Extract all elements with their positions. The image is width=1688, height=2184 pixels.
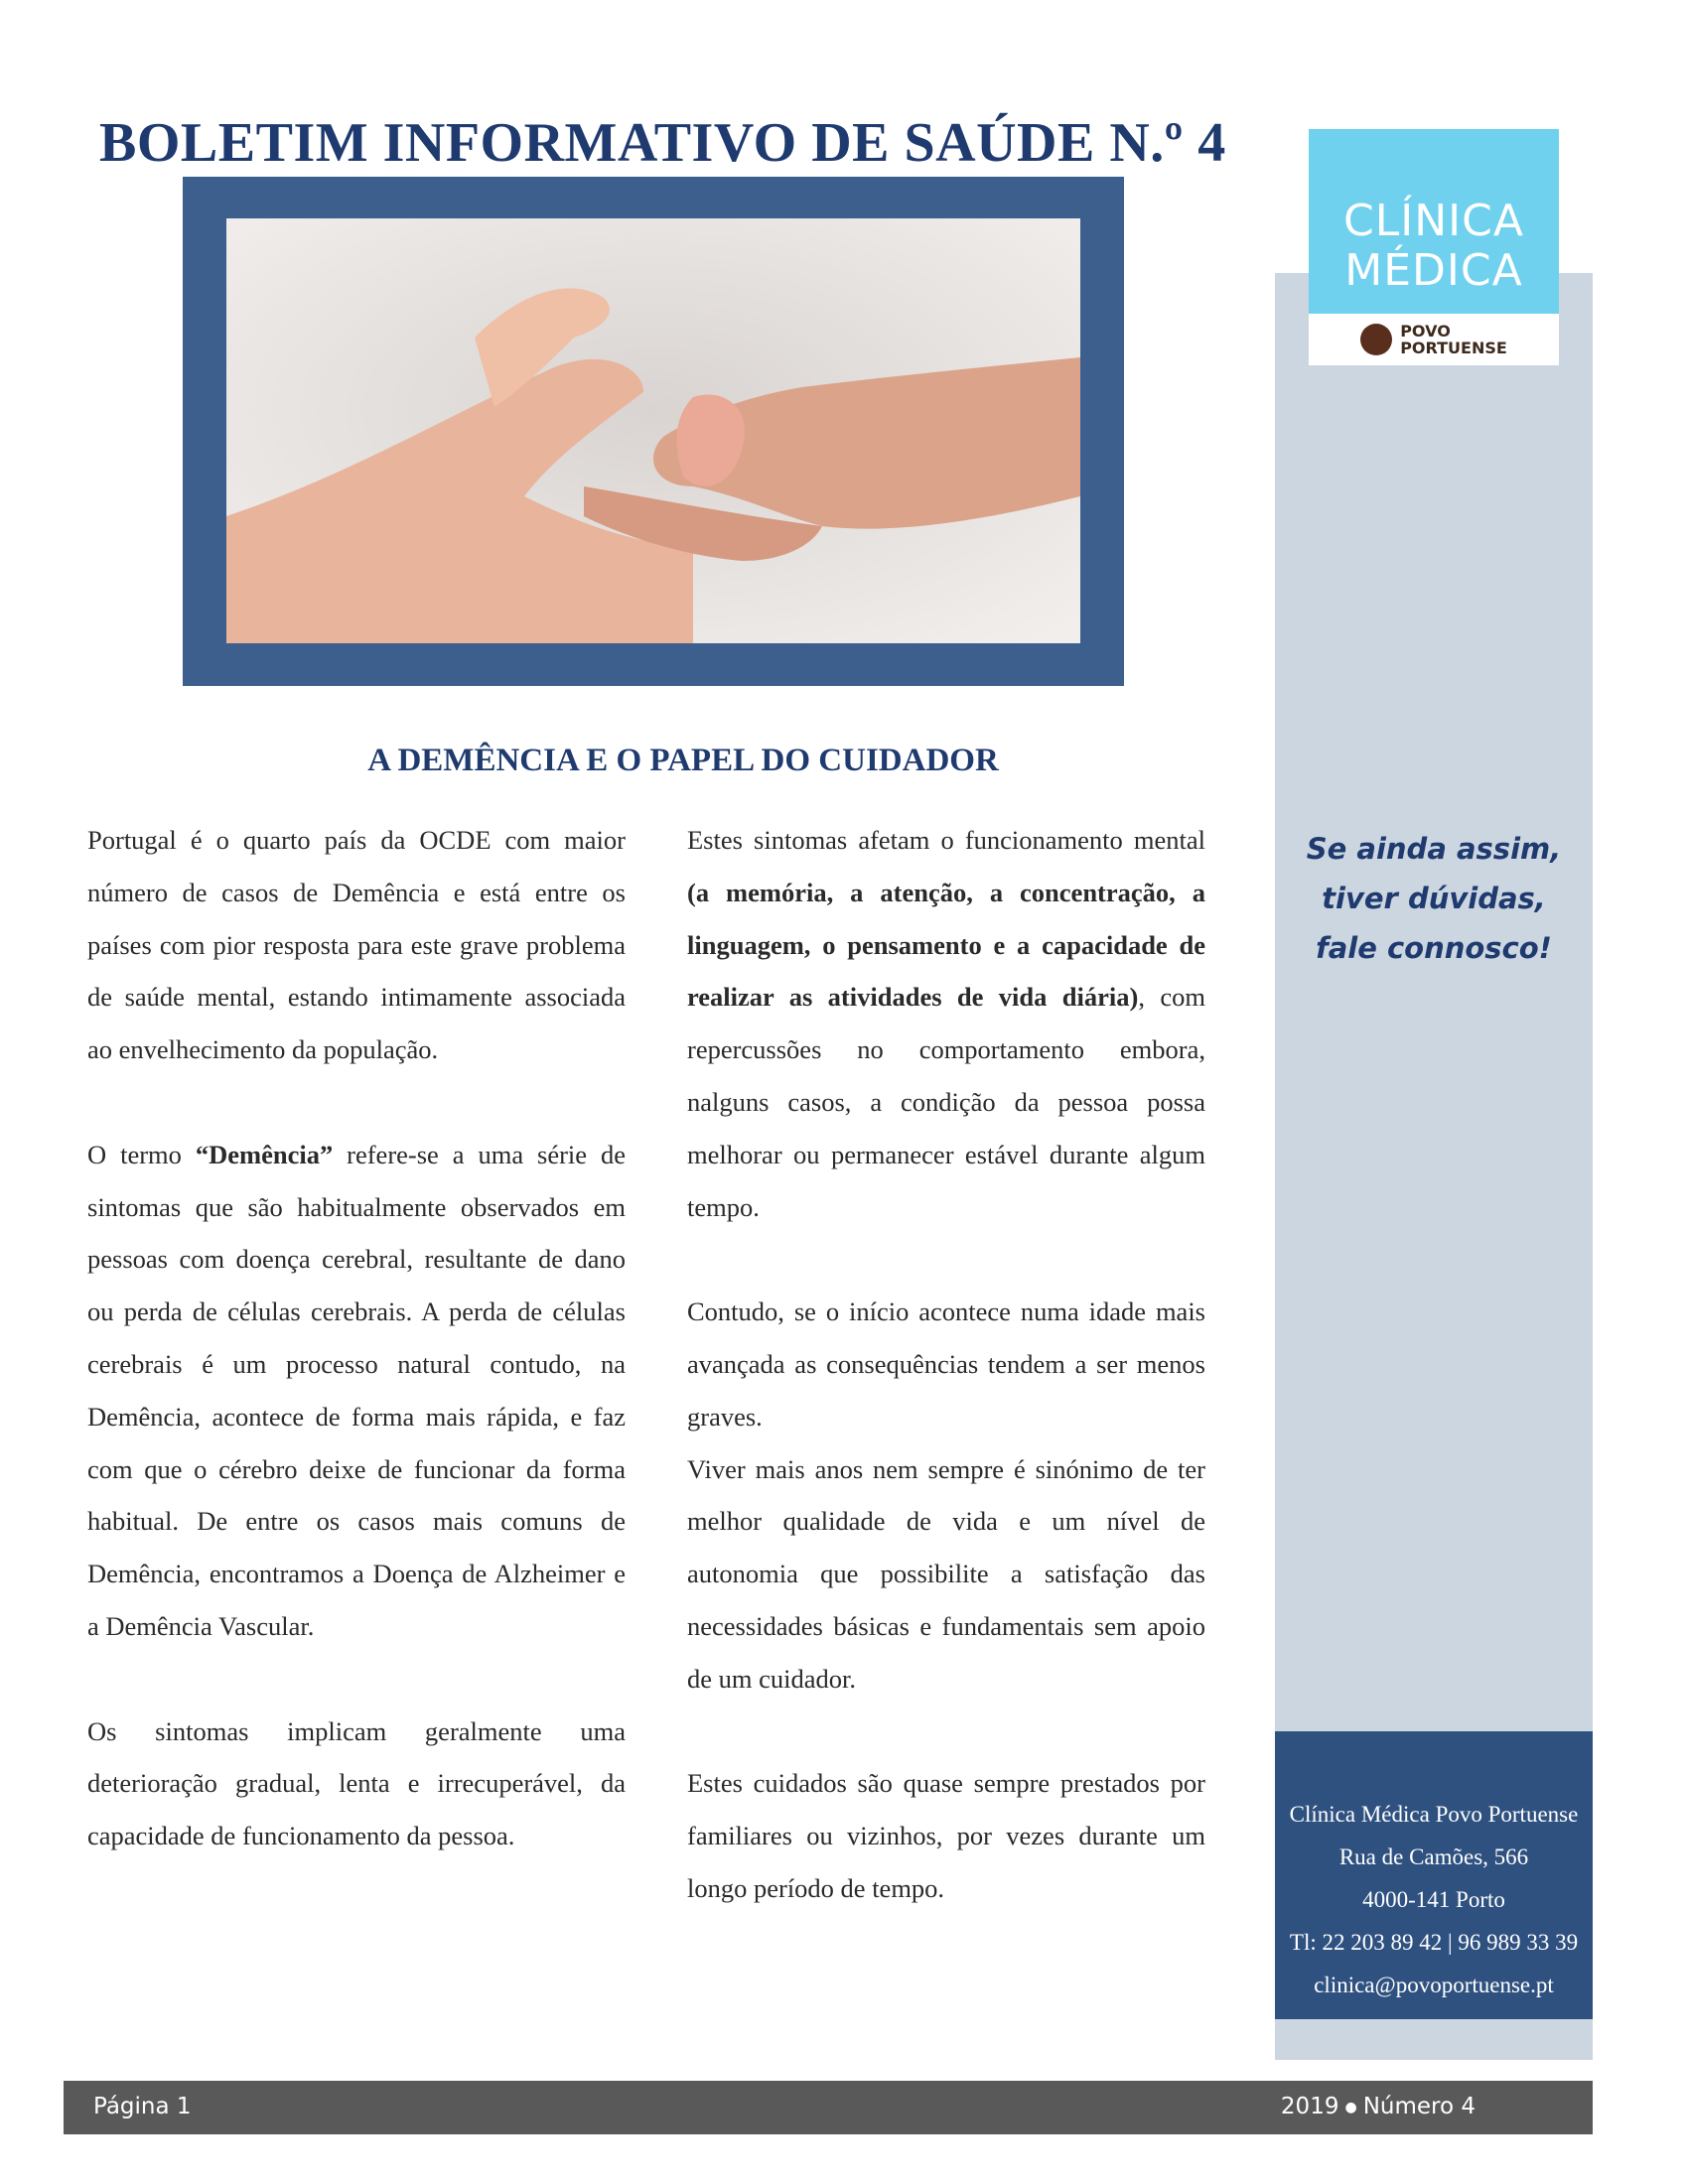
paragraph: Contudo, se o início acontece numa idade mais avançada as consequências tendem a ser menos graves.	[687, 1297, 1205, 1432]
contact-cta	[1275, 824, 1593, 973]
issue-year: 2019	[1280, 2094, 1339, 2119]
photo-frame	[183, 177, 1124, 686]
contact-box	[1275, 1731, 1593, 2019]
article-column-2	[687, 814, 1205, 1915]
article-column-1	[87, 814, 626, 1862]
cta-line: fale connosco!	[1316, 931, 1552, 965]
paragraph: Estes cuidados são quase sempre prestados por familiares ou vizinhos, por vezes durante um longo período de tempo.	[687, 1768, 1205, 1903]
logo-subtitle	[1400, 323, 1507, 356]
contact-email[interactable]: clinica@povoportuense.pt	[1314, 1973, 1554, 1997]
paragraph	[87, 1129, 626, 1653]
logo-wordmark	[1309, 129, 1559, 314]
paragraph	[687, 814, 1205, 1233]
bullet-icon: ●	[1344, 2099, 1357, 2116]
cta-line: Se ainda assim,	[1306, 832, 1562, 866]
logo-line-2: MÉDICA	[1344, 245, 1523, 296]
contact-address: Rua de Camões, 566	[1338, 1844, 1529, 1869]
contact-name: Clínica Médica Povo Portuense	[1289, 1802, 1579, 1827]
issue-info	[1281, 2094, 1476, 2119]
contact-phone: Tl: 22 203 89 42 | 96 989 33 39	[1289, 1930, 1579, 1955]
page-footer	[64, 2081, 1593, 2134]
bold-list: (a memória, a atenção, a concentração, a linguagem, o pensamento e a capacidade de realizar as atividades de vida diária)	[687, 877, 1205, 1013]
contact-postcode: 4000-141 Porto	[1362, 1887, 1505, 1912]
text-run: Estes sintomas afetam o funcionamento mental	[687, 825, 1205, 855]
clinic-logo	[1309, 129, 1559, 365]
logo-line-1: CLÍNICA	[1343, 196, 1524, 246]
paragraph: Portugal é o quarto país da OCDE com maior número de casos de Demência e está entre os países com pior resposta para este grave problema de saúde mental, estando intimamente associada ao envelhecimento da população.	[87, 825, 626, 1065]
hands-photo	[226, 218, 1080, 643]
article-title: A DEMÊNCIA E O PAPEL DO CUIDADOR	[367, 743, 999, 778]
logo-sub-line-1: POVO	[1400, 322, 1451, 341]
newsletter-title: BOLETIM INFORMATIVO DE SAÚDE N.º 4	[99, 112, 1226, 174]
paragraph: Os sintomas implicam geralmente uma deterioração gradual, lenta e irrecuperável, da capacidade de funcionamento da pessoa.	[87, 1715, 626, 1851]
text-run: , com repercussões no comportamento embora, nalguns casos, a condição da pessoa possa melhorar ou permanecer estável durante algum tempo.	[687, 982, 1206, 1222]
logo-sub-line-2: PORTUENSE	[1400, 339, 1507, 357]
brand-emblem-icon	[1360, 324, 1392, 355]
paragraph: Viver mais anos nem sempre é sinónimo de ter melhor qualidade de vida e um nível de autonomia que possibilite a satisfação das necessidades básicas e fundamentais sem apoio de um cuidador.	[687, 1453, 1205, 1694]
cta-line: tiver dúvidas,	[1322, 882, 1546, 915]
text-run: O termo	[87, 1139, 196, 1169]
issue-number: Número 4	[1362, 2094, 1476, 2119]
bold-term: “Demência”	[195, 1139, 334, 1169]
hands-illustration	[226, 218, 1080, 643]
text-run: refere-se a uma série de sintomas que são habitualmente observados em pessoas com doença cerebral, resultante de dano ou perda de células cerebrais. A perda de células cerebrais é um processo natural contudo, na Demência, acontece de forma mais rápida, e faz com que o cérebro deixe de funcionar da forma habitual. De entre os casos mais comuns de Demência, encontramos a Doença de Alzheimer e a Demência Vascular.	[87, 1139, 626, 1641]
page-number: Página 1	[93, 2094, 192, 2119]
logo-subbrand	[1309, 314, 1559, 365]
